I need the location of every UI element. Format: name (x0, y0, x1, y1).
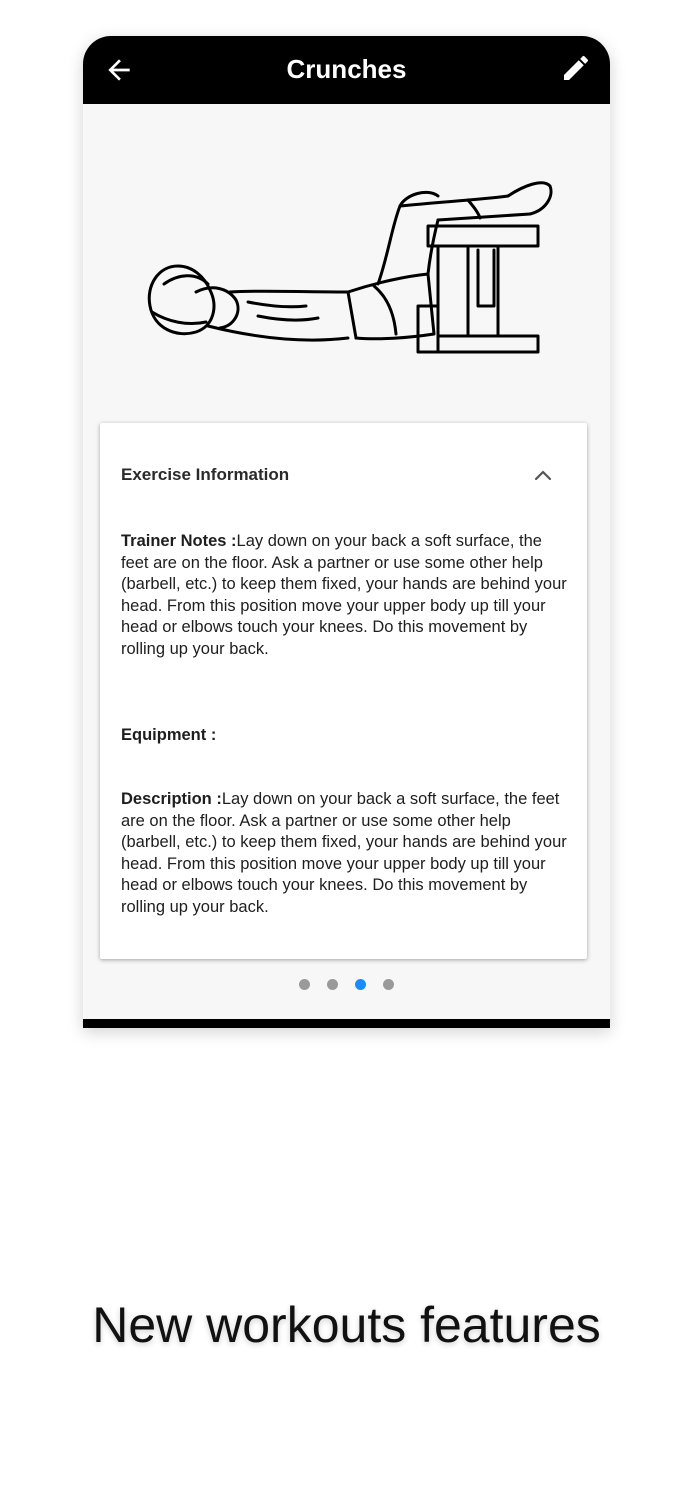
promo-tagline: New workouts features (92, 1297, 601, 1353)
equipment-label: Equipment : (121, 726, 217, 744)
equipment (121, 725, 569, 747)
description (121, 789, 569, 918)
description-text: Lay down on your back a soft surface, the feet are on the floor. Ask a partner or use some other help (barbell, etc.) to keep them fixed, your hands are behind your head. From this position move your upper body up till your head or elbows touch your knees. Do this movement by rolling up your back. (121, 790, 567, 916)
exercise-info-card (100, 423, 587, 959)
trainer-notes (121, 531, 569, 660)
page-dot[interactable] (327, 979, 338, 990)
page-title: Crunches (286, 54, 407, 84)
card-header-title: Exercise Information (121, 465, 290, 484)
page-dot[interactable] (383, 979, 394, 990)
phone-screen (83, 36, 610, 1028)
page-dot[interactable] (355, 979, 366, 990)
crunches-exercise-illustration (138, 166, 558, 366)
chevron-up-icon[interactable] (533, 467, 553, 483)
page-indicator (83, 979, 610, 990)
bottom-bar (83, 1019, 610, 1028)
trainer-notes-label: Trainer Notes : (121, 532, 237, 550)
page-dot[interactable] (299, 979, 310, 990)
pencil-icon[interactable] (560, 52, 592, 84)
description-label: Description : (121, 790, 222, 808)
app-bar (83, 36, 610, 104)
trainer-notes-text: Lay down on your back a soft surface, the feet are on the floor. Ask a partner or use some other help (barbell, etc.) to keep them fixed, your hands are behind your head. From this position move your upper body up till your head or elbows touch your knees. Do this movement by rolling up your back. (121, 532, 567, 658)
